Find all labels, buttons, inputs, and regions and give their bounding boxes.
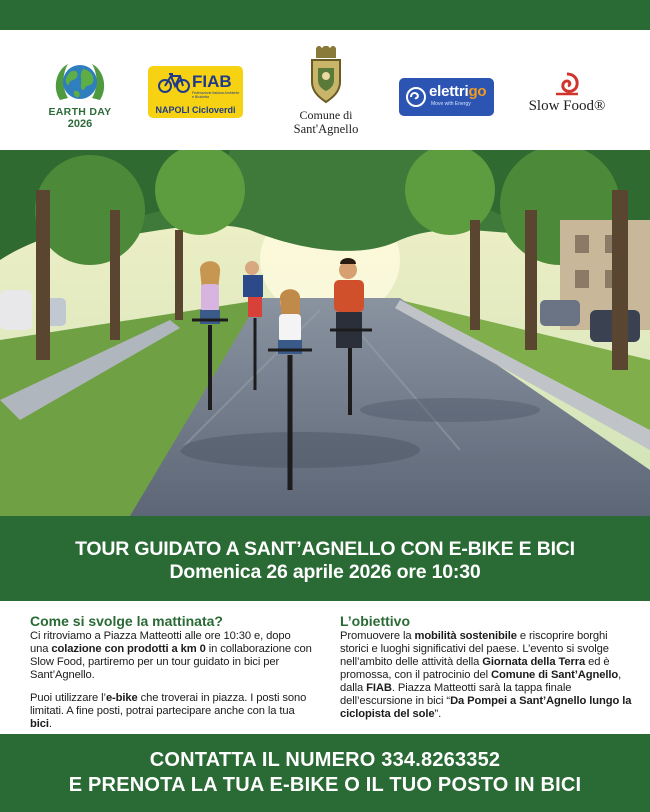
coat-of-arms-icon <box>306 46 346 104</box>
morning-schedule-heading: Come si svolge la mattinata? <box>30 613 223 629</box>
morning-schedule-paragraph-1: Ci ritroviamo a Piazza Matteotti alle ore 10:30 e, dopo una colazione con prodotti a km 0 in collaborazione con Slow Food, partiremo per un tour guidato in bici per Sant’Agnello. <box>30 630 312 681</box>
cycling-family-illustration <box>0 150 650 516</box>
elettrigo-tagline: Move with Energy <box>431 101 471 107</box>
sponsor-logos-bar <box>0 30 650 150</box>
slow-food-logo <box>522 72 612 122</box>
morning-schedule-column <box>30 614 312 731</box>
event-title: TOUR GUIDATO A SANT’AGNELLO CON E-BIKE E BICI <box>75 538 575 560</box>
elettrigo-name: elettrigo <box>429 83 487 100</box>
snail-icon <box>554 72 580 96</box>
objective-paragraph: Promuovere la mobilità sostenibile e riscoprire borghi storici e luoghi significativi del paese. L’evento si svolge nell’ambito delle attività della Giornata della Terra ed è promossa, con il patrocinio del Comune di Sant’Agnello, dalla FIAB. Piazza Matteotti sarà la tappa finale dell’escursione in bici “Da Pompei a Sant’Agnello lungo la ciclopista del sole”. <box>340 630 632 720</box>
objective-heading: L’obiettivo <box>340 613 410 629</box>
fiab-subtitle: Federazione Italiana Ambiente e Bicicletta <box>192 91 240 99</box>
comune-name: Sant'Agnello <box>293 122 359 136</box>
top-green-band <box>0 0 650 30</box>
slow-food-name: Slow Food® <box>528 98 606 114</box>
event-info-section <box>0 601 650 734</box>
contact-booking: E PRENOTA LA TUA E-BIKE O IL TUO POSTO IN BICI <box>68 774 582 796</box>
morning-schedule-paragraph-2: Puoi utilizzare l’e-bike che troverai in piazza. I posti sono limitati. A fine posti, potrai partecipare anche con la tua bici. <box>30 692 307 730</box>
event-title-band <box>0 516 650 601</box>
earth-globe-icon <box>48 56 112 106</box>
comune-label: Comune di <box>299 108 353 122</box>
earth-day-label: EARTH DAY <box>48 106 112 118</box>
earth-day-logo <box>44 56 116 134</box>
swirl-icon <box>405 86 427 108</box>
fiab-branch: NAPOLI Cicloverdi <box>155 105 236 115</box>
bicycle-icon <box>158 71 190 93</box>
fiab-name: FIAB <box>192 72 232 91</box>
comune-logo <box>278 46 374 150</box>
contact-phone: CONTATTA IL NUMERO 334.8263352 <box>149 749 501 771</box>
fiab-logo <box>148 66 243 118</box>
objective-column <box>340 614 632 721</box>
contact-band <box>0 734 650 812</box>
event-date: Domenica 26 aprile 2026 ore 10:30 <box>169 561 481 583</box>
elettrigo-logo <box>399 78 494 116</box>
earth-day-year: 2026 <box>67 118 93 130</box>
